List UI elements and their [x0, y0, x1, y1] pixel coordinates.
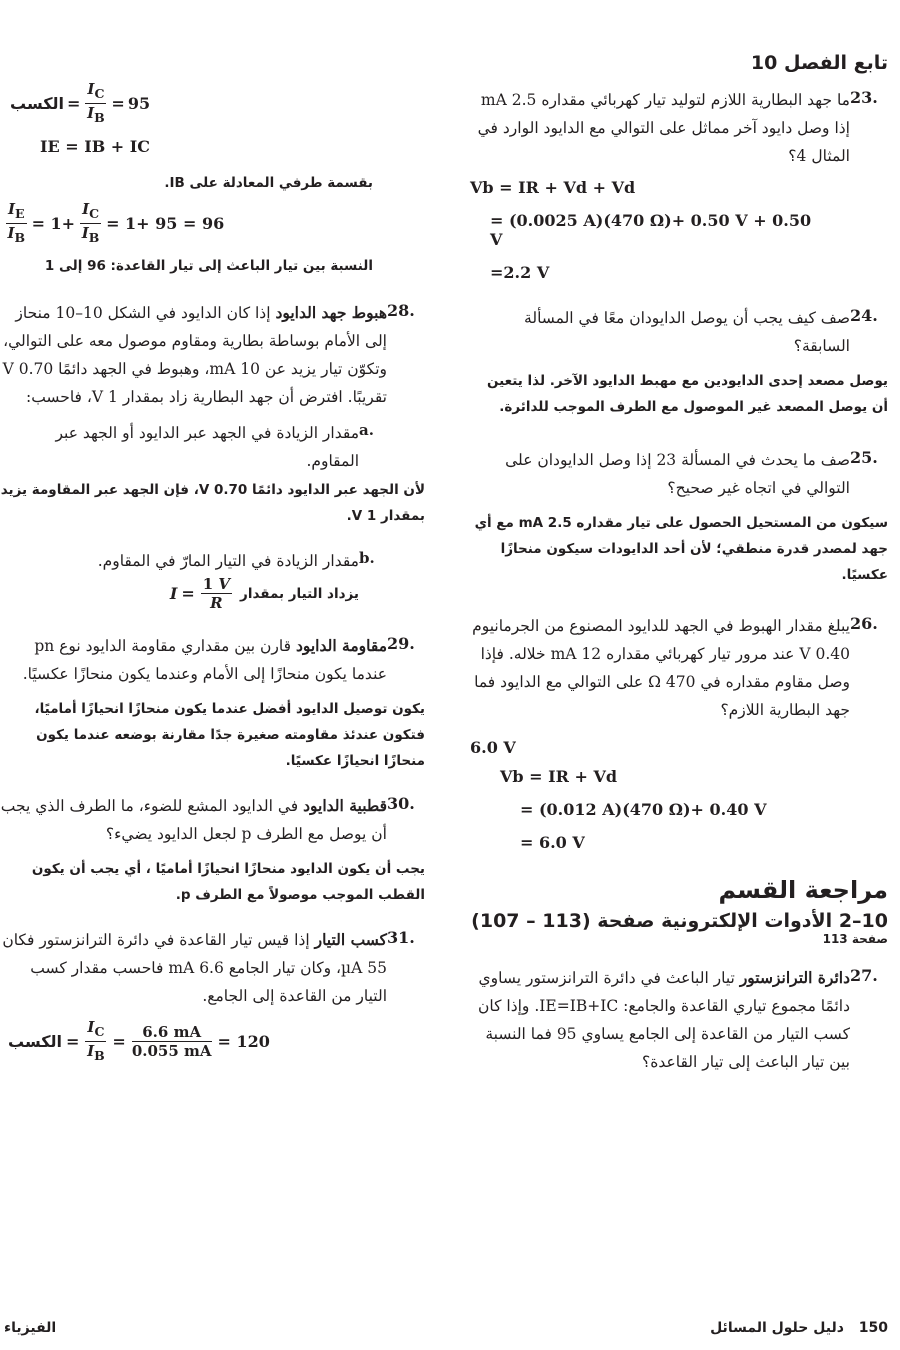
problem-text: يبلغ مقدار الهبوط في الجهد للدايود المصنوع من الجرمانيوم 0.40 V عند مرور تيار كهربائي مقداره 12 mA خلاله. فإذا وصل مقاوم مقداره في Ω 470 على التوالي مع الدايود فما جهد البطارية اللازم؟ [472, 617, 850, 719]
answer-26: 6.0 V [470, 738, 516, 757]
subpart-a: a. مقدار الزيادة في الجهد عبر الدايود أو الجهد عبر المقاوم. [55, 421, 374, 470]
chapter-title: تابع الفصل 10 [750, 52, 888, 74]
equation: = 6.0 V [520, 833, 585, 852]
equation: Vb = IR + Vd + Vd [470, 178, 636, 197]
section-page: صفحة 113 [822, 932, 888, 946]
ratio-answer: النسبة بين تيار الباعث إلى تيار القاعدة: 96 إلى 1 [44, 258, 373, 274]
equation: = (0.012 A)(470 Ω)+ 0.40 V [520, 800, 767, 819]
problem-text: صف كيف يجب أن يوصل الدايودان معًا في المسألة السابقة؟ [524, 309, 850, 355]
problem-28 [0, 299, 425, 411]
problem-number: 27. [850, 966, 878, 985]
problem-25 [470, 446, 888, 502]
problem-number: 31. [387, 928, 415, 947]
gain-value: 95 [127, 94, 151, 113]
section-review-heading: مراجعة القسم [718, 876, 888, 904]
answer-24: يوصل مصعد إحدى الدايودين مع مهبط الدايود الآخر. لذا يتعين أن يوصل المصعد غير الموصول مع الطرف الموجب للدائرة. [486, 373, 888, 415]
book-title: دليل حلول المسائل [710, 1320, 844, 1336]
answer-28a: لأن الجهد عبر الدايود دائمًا 0.70 V، فإن الجهد عبر المقاومة يزيد بمقدار 1 V. [0, 482, 425, 524]
page-number: 150 [858, 1320, 888, 1336]
problem-number: 26. [850, 614, 878, 633]
divide-note: بقسمة طرفي المعادلة على IB. [164, 175, 373, 191]
equation: Vb = IR + Vd [500, 767, 618, 786]
problem-text: هبوط جهد الدايود إذا كان الدايود في الشكل 10–10 منحاز إلى الأمام بوساطة بطارية ومقاوم موصول معه على التوالي، وتكوّن تيار يزيد عن 10 mA، وهبوط في الجهد دائمًا 0.70 V تقريبًا. افترض أن جهد البطارية زاد بمقدار 1 V، فاحسب: [2, 303, 387, 406]
problem-29 [0, 632, 425, 688]
ratio-equation: $\frac{I_E}{I_B}$ = 1+ $\frac{I_C}{I_B}$ = 1+ 95 = 96 [7, 200, 225, 245]
answer-28b: يزداد التيار بمقدار I = $\frac{1 V}{R}$ [169, 575, 359, 612]
problem-text: قطبية الدايود في الدايود المشع للضوء، ما الطرف الذي يجب أن يوصل مع الطرف p لجعل الدايود يضيء؟ [0, 796, 387, 843]
gain-label: الكسب [10, 94, 65, 113]
left-column [0, 80, 425, 1065]
problem-30 [0, 792, 425, 848]
problem-27 [470, 964, 888, 1076]
problem-text: كسب التيار إذا قيس تيار القاعدة في دائرة الترانزستور فكان 55 µA، وكان تيار الجامع 6.6 mA فاحسب مقدار كسب التيار من القاعدة إلى الجامع. [2, 930, 387, 1005]
problem-number: 29. [387, 634, 415, 653]
problem-number: 25. [850, 448, 878, 467]
solution-26 [470, 767, 828, 852]
subpart-b: b. مقدار الزيادة في التيار المارّ في المقاوم. [97, 549, 375, 570]
footer-book [710, 1320, 888, 1336]
problem-number: 30. [387, 794, 415, 813]
problem-text: ما جهد البطارية اللازم لتوليد تيار كهربائي مقداره 2.5 mA إذا وصل دايود آخر مماثل على التوالي مع الدايود الوارد في المثال 4؟ [477, 91, 850, 165]
problem-31 [0, 926, 425, 1010]
equation: =2.2 V [490, 263, 550, 282]
right-column [470, 52, 888, 1084]
answer-30: يجب أن يكون الدايود منحازًا انحيازًا أماميًا ، أي يجب أن يكون القطب الموجب موصولاً مع الطرف p. [31, 861, 425, 903]
ie-equation: IE = IB + IC [40, 137, 150, 156]
gain-31-equation: الكسب = $\frac{I_C}{I_B}$ = $\frac{6.6 mA}{0.055 mA}$ = 120 [8, 1018, 270, 1063]
problem-24 [470, 304, 888, 360]
footer-subject: الفيزياء [4, 1320, 57, 1336]
gain-equation: الكسب = $\frac{I_C}{I_B}$ = 95 [10, 80, 151, 125]
section-title: 10–2 الأدوات الإلكترونية صفحة (113 – 107) [471, 910, 888, 932]
problem-number: 23. [850, 88, 878, 107]
equation: = (0.0025 A)(470 Ω)+ 0.50 V + 0.50 V [490, 211, 812, 249]
problem-23 [470, 86, 888, 170]
problem-number: 24. [850, 306, 878, 325]
problem-text: صف ما يحدث في المسألة 23 إذا وصل الدايودان على التوالي في اتجاه غير صحيح؟ [505, 451, 850, 497]
problem-26 [470, 612, 888, 724]
problem-text: دائرة الترانزستور تيار الباعث في دائرة الترانزستور يساوي دائمًا مجموع تياري القاعدة والجامع: IE=IB+IC. وإذا كان كسب التيار من القاعدة إلى الجامع يساوي 95 فما النسبة بين تيار الباعث إلى تيار القاعدة؟ [477, 968, 850, 1071]
problem-text: مقاومة الدايود قارن بين مقداري مقاومة الدايود نوع pn عندما يكون منحازًا إلى الأمام وعندما يكون منحازًا عكسيًا. [22, 636, 387, 683]
answer-25: سيكون من المستحيل الحصول على تيار مقداره 2.5 mA مع أي جهد لمصدر قدرة منطقي؛ لأن أحد الدايودات سيكون منحازًا عكسيًا. [474, 515, 888, 583]
solution-23 [470, 178, 828, 282]
answer-29: يكون توصيل الدايود أفضل عندما يكون منحازًا انحيازًا أماميًا، فتكون عندئذ مقاومته صغيرة جدًا مقارنة بوضعه عندما يكون منحازًا انحيازًا عكسيًا. [34, 701, 425, 769]
problem-number: 28. [387, 301, 415, 320]
